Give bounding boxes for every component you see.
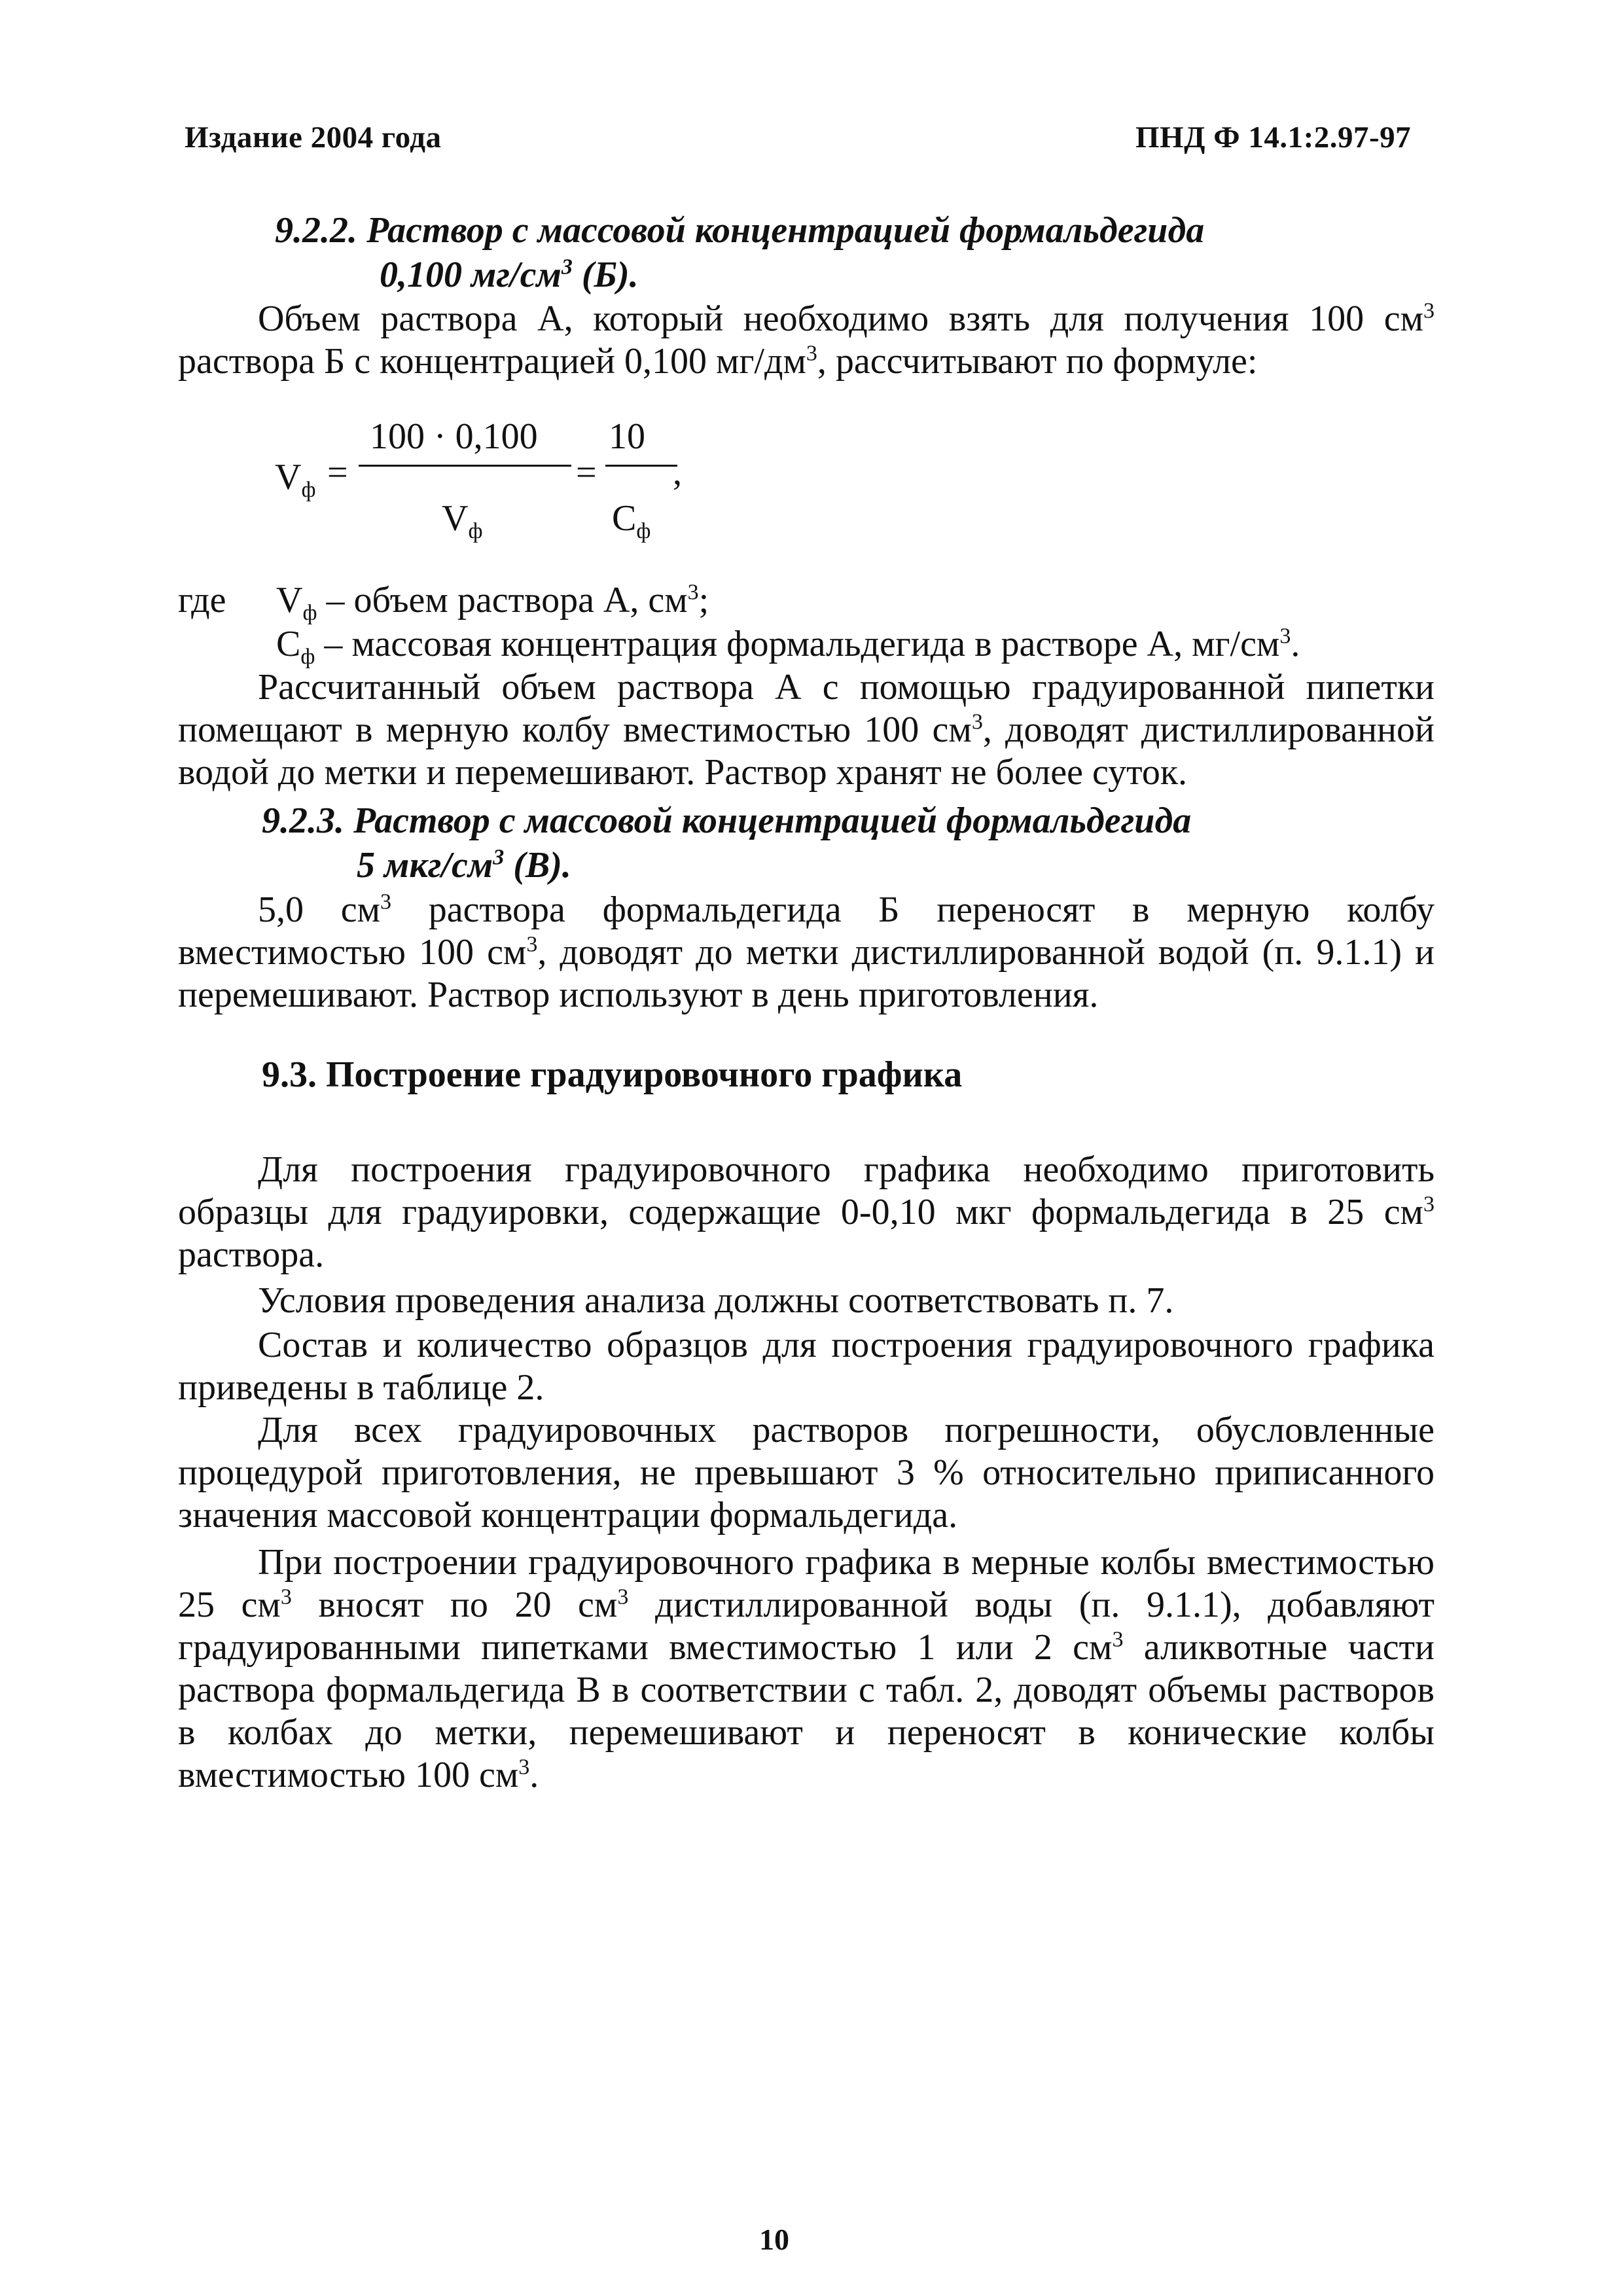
fraction-bar-2 bbox=[605, 465, 677, 467]
formula-lhs: $V_ф$ bbox=[275, 457, 316, 503]
section-9-2-2-title-cont: 0,100 $мг/см^3$ (Б). bbox=[380, 255, 639, 295]
definition-c: $С_ф$ – массовая концентрация формальдегида в растворе А, $мг/см^3$. bbox=[276, 624, 1300, 670]
page-number: 10 bbox=[759, 2223, 789, 2256]
section-9-3-p5: При построении градуировочного графика в мерные колбы вместимостью 25 $см^3$ вносят по 20 $см^3$ дистиллированной воды (п. 9.1.1), добавляют градуированными пипетками вместимостью 1 или 2 $см^3$ аликвотные части раствора формальдегида В в соответствии с табл. 2, доводят объемы растворов в колбах до метки, перемешивают и переносят в конические колбы вместимостью 100 $см^3$. bbox=[178, 1542, 1435, 1795]
formula-den2: $С_ф$ bbox=[612, 498, 651, 544]
section-9-2-3-title: 9.2.3. Раствор с массовой концентрацией формальдегида bbox=[262, 800, 1192, 841]
formula-num2: 10 bbox=[609, 416, 645, 457]
section-9-2-3-body: 5,0 $см^3$ раствора формальдегида Б переносят в мерную колбу вместимостью 100 $см^3$, доводят до метки дистиллированной водой (п. 9.1.1) и перемешивают. Раствор используют в день приготовления. bbox=[178, 889, 1435, 1015]
section-9-3-p2: Условия проведения анализа должны соответствовать п. 7. bbox=[258, 1280, 1174, 1321]
formula-eq1: = bbox=[327, 452, 348, 493]
formula-den1: $V_ф$ bbox=[442, 498, 483, 544]
fraction-bar-1 bbox=[359, 465, 571, 467]
where-label: где bbox=[178, 580, 226, 620]
section-9-3-p4: Для всех градуировочных растворов погрешности, обусловленные процедурой приготовления, не превышают 3 % относительно приписанного значения массовой концентрации формальдегида. bbox=[178, 1410, 1435, 1535]
section-9-3-p3: Состав и количество образцов для построения градуировочного графика приведены в таблице 2. bbox=[178, 1325, 1435, 1408]
section-9-3-title: 9.3. Построение градуировочного графика bbox=[262, 1054, 963, 1095]
section-9-3-p1: Для построения градуировочного графика необходимо приготовить образцы для градуировки, содержащие 0-0,10 мкг формальдегида в 25 $см^3$ раствора. bbox=[178, 1149, 1435, 1275]
section-9-2-2-intro: Объем раствора А, который необходимо взять для получения 100 $см^3$ раствора Б с концентрацией 0,100 $мг/дм^3$, рассчитывают по формуле: bbox=[178, 298, 1435, 382]
document-code: ПНД Ф 14.1:2.97-97 bbox=[1135, 120, 1412, 154]
section-9-2-2-title: 9.2.2. Раствор с массовой концентрацией формальдегида bbox=[275, 210, 1205, 251]
definition-v: $V_ф$ – объем раствора А, $см^3$; bbox=[276, 580, 709, 626]
section-9-2-3-title-cont: 5 мкг/$см^3$ (В). bbox=[357, 845, 571, 886]
formula-eq2: = bbox=[576, 452, 597, 493]
formula-comma: , bbox=[673, 452, 682, 493]
section-9-2-2-body: Рассчитанный объем раствора А с помощью градуированной пипетки помещают в мерную колбу вместимостью 100 $см^3$, доводят дистиллированной водой до метки и перемешивают. Раствор хранят не более суток. bbox=[178, 667, 1435, 793]
edition-label: Издание 2004 года bbox=[185, 120, 442, 154]
formula-num1: 100 · 0,100 bbox=[370, 416, 538, 457]
